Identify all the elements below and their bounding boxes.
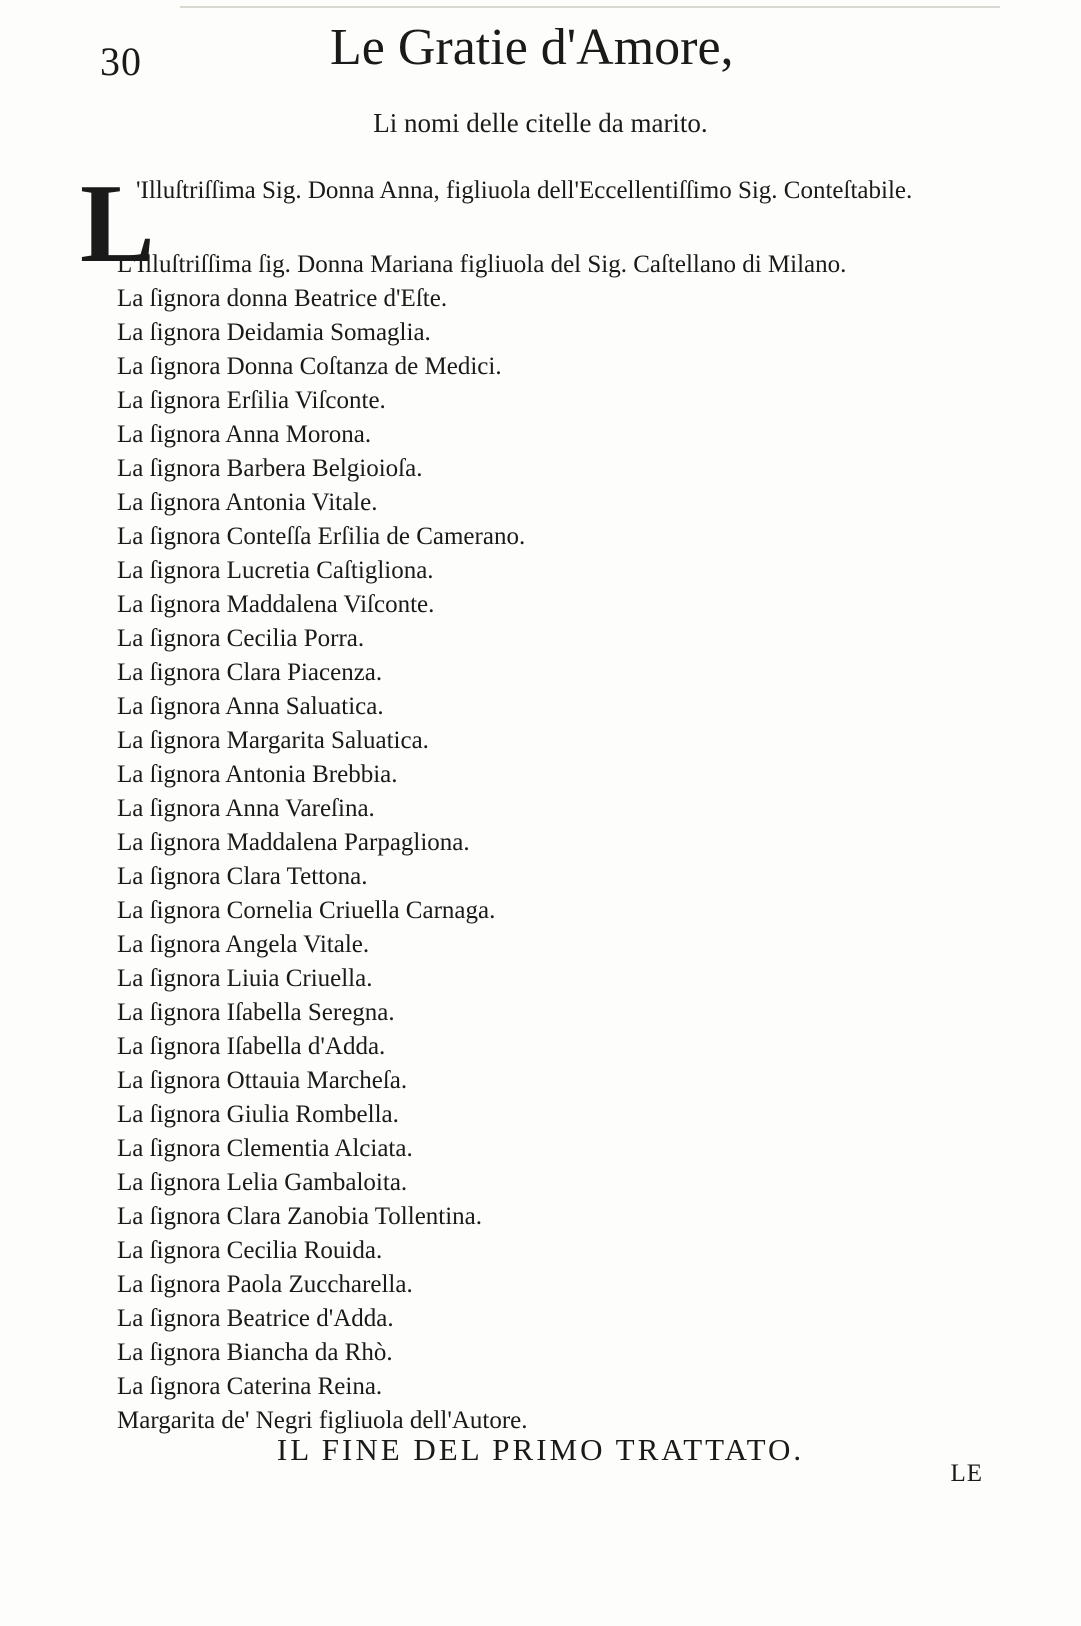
list-item: La ſignora Cecilia Porra. <box>117 625 365 652</box>
list-item: La ſignora Erſilia Viſconte. <box>117 387 386 414</box>
list-item: La ſignora Ottauia Marcheſa. <box>117 1067 408 1094</box>
list-item: La ſignora Antonia Brebbia. <box>117 761 398 788</box>
list-item: La ſignora Iſabella Seregna. <box>117 999 395 1026</box>
list-item: La ſignora Cornelia Criuella Carnaga. <box>117 897 496 924</box>
catchword: LE <box>950 1460 983 1487</box>
name-list <box>117 248 997 1438</box>
list-item: La ſignora Lucretia Caſtigliona. <box>117 557 434 584</box>
list-item: La ſignora Clara Zanobia Tollentina. <box>117 1203 483 1230</box>
list-item: La ſignora Antonia Vitale. <box>117 489 378 516</box>
top-rule <box>180 6 1000 8</box>
list-item: La ſignora Giulia Rombella. <box>117 1101 399 1128</box>
list-item: La ſignora Barbera Belgioioſa. <box>117 455 423 482</box>
first-entry: 'Illuſtriſſima Sig. Donna Anna, figliuola dell'Eccellentiſſimo Sig. Conteſtabile. <box>136 177 913 204</box>
page-number: 30 <box>100 39 142 84</box>
list-item: La ſignora Conteſſa Erſilia de Camerano. <box>117 523 526 550</box>
list-item: La ſignora Caterina Reina. <box>117 1373 383 1400</box>
list-item: La ſignora Beatrice d'Adda. <box>117 1305 394 1332</box>
list-item: La ſignora Donna Coſtanza de Medici. <box>117 353 502 380</box>
list-item: La ſignora Anna Vareſina. <box>117 795 375 822</box>
list-item: La ſignora Clara Tettona. <box>117 863 368 890</box>
list-item: La ſignora Cecilia Rouida. <box>117 1237 383 1264</box>
running-title: Le Gratie d'Amore, <box>330 19 734 76</box>
list-item: La ſignora donna Beatrice d'Eſte. <box>117 285 448 312</box>
list-item: La ſignora Paola Zuccharella. <box>117 1271 413 1298</box>
drop-cap: L <box>80 162 155 286</box>
list-item: Margarita de' Negri figliuola dell'Autore. <box>117 1407 528 1434</box>
list-item: La ſignora Liuia Criuella. <box>117 965 373 992</box>
section-subtitle: Li nomi delle citelle da marito. <box>373 108 708 138</box>
closing-line: IL FINE DEL PRIMO TRATTATO. <box>276 1432 805 1467</box>
list-item: La ſignora Biancha da Rhò. <box>117 1339 393 1366</box>
list-item: La ſignora Anna Saluatica. <box>117 693 384 720</box>
list-item: La ſignora Iſabella d'Adda. <box>117 1033 386 1060</box>
list-item: L'Illuſtriſſima ſig. Donna Mariana figliuola del Sig. Caſtellano di Milano. <box>117 251 847 278</box>
list-item: La ſignora Maddalena Parpagliona. <box>117 829 470 856</box>
list-item: La ſignora Angela Vitale. <box>117 931 370 958</box>
list-item: La ſignora Anna Morona. <box>117 421 372 448</box>
list-item: La ſignora Clementia Alciata. <box>117 1135 413 1162</box>
list-item: La ſignora Lelia Gambaloita. <box>117 1169 408 1196</box>
list-item: La ſignora Clara Piacenza. <box>117 659 383 686</box>
list-item: La ſignora Margarita Saluatica. <box>117 727 429 754</box>
list-item: La ſignora Deidamia Somaglia. <box>117 319 431 346</box>
list-item: La ſignora Maddalena Viſconte. <box>117 591 435 618</box>
